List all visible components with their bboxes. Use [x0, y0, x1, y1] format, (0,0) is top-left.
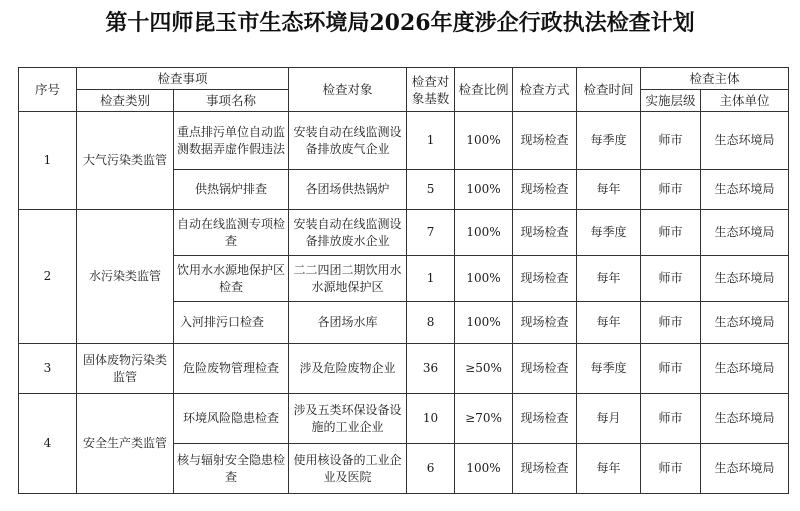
table-row [19, 344, 789, 394]
row-method: 现场检查 [513, 256, 577, 302]
row-unit: 生态环境局 [701, 344, 789, 394]
row-time: 每季度 [577, 112, 641, 170]
table-row [19, 394, 789, 444]
row-item-name: 核与辐射安全隐患检查 [174, 444, 289, 494]
row-item-name: 供热锅炉排查 [174, 170, 289, 210]
row-ratio: 100% [455, 444, 513, 494]
row-unit: 生态环境局 [701, 170, 789, 210]
row-target: 涉及五类环保设备设施的工业企业 [289, 394, 407, 444]
header-method: 检查方式 [513, 68, 577, 112]
header-subject: 检查主体 [641, 68, 789, 90]
row-ratio: 100% [455, 256, 513, 302]
row-base: 1 [407, 256, 455, 302]
row-base: 1 [407, 112, 455, 170]
row-method: 现场检查 [513, 112, 577, 170]
row-level: 师市 [641, 210, 701, 256]
row-level: 师市 [641, 302, 701, 344]
row-level: 师市 [641, 256, 701, 302]
row-unit: 生态环境局 [701, 112, 789, 170]
row-ratio: 100% [455, 170, 513, 210]
row-level: 师市 [641, 112, 701, 170]
row-seq: 4 [19, 394, 77, 494]
row-unit: 生态环境局 [701, 394, 789, 444]
row-level: 师市 [641, 344, 701, 394]
row-time: 每年 [577, 170, 641, 210]
row-target: 涉及危险废物企业 [289, 344, 407, 394]
row-seq: 2 [19, 210, 77, 344]
row-base: 7 [407, 210, 455, 256]
row-target: 安装自动在线监测设备排放废气企业 [289, 112, 407, 170]
header-seq: 序号 [19, 68, 77, 112]
row-item-name: 饮用水水源地保护区检查 [174, 256, 289, 302]
row-time: 每季度 [577, 344, 641, 394]
row-base: 6 [407, 444, 455, 494]
row-base: 5 [407, 170, 455, 210]
row-level: 师市 [641, 170, 701, 210]
row-target: 各团场水库 [289, 302, 407, 344]
row-ratio: ≥70% [455, 394, 513, 444]
row-method: 现场检查 [513, 170, 577, 210]
row-unit: 生态环境局 [701, 444, 789, 494]
row-method: 现场检查 [513, 210, 577, 256]
row-method: 现场检查 [513, 302, 577, 344]
row-time: 每年 [577, 302, 641, 344]
header-check-category: 检查类别 [77, 90, 174, 112]
row-seq: 3 [19, 344, 77, 394]
row-unit: 生态环境局 [701, 210, 789, 256]
header-ratio: 检查比例 [455, 68, 513, 112]
row-method: 现场检查 [513, 394, 577, 444]
header-time: 检查时间 [577, 68, 641, 112]
header-level: 实施层级 [641, 90, 701, 112]
row-item-name: 危险废物管理检查 [174, 344, 289, 394]
row-ratio: 100% [455, 302, 513, 344]
inspection-plan-table [18, 67, 789, 494]
header-item-name: 事项名称 [174, 90, 289, 112]
page-title: 第十四师昆玉市生态环境局2026年度涉企行政执法检查计划 [105, 10, 695, 36]
row-time: 每月 [577, 394, 641, 444]
row-base: 36 [407, 344, 455, 394]
row-item-name: 重点排污单位自动监测数据弄虚作假违法 [174, 112, 289, 170]
row-method: 现场检查 [513, 344, 577, 394]
row-time: 每年 [577, 444, 641, 494]
header-row-top [19, 68, 789, 90]
table-row [19, 210, 789, 256]
row-target: 二二四团二期饮用水水源地保护区 [289, 256, 407, 302]
row-item-name: 环境风险隐患检查 [174, 394, 289, 444]
row-level: 师市 [641, 394, 701, 444]
header-base-count: 检查对象基数 [407, 68, 455, 112]
header-check-item: 检查事项 [77, 68, 289, 90]
row-category: 安全生产类监管 [77, 394, 174, 494]
row-unit: 生态环境局 [701, 256, 789, 302]
header-unit: 主体单位 [701, 90, 789, 112]
row-item-name: 入河排污口检查 [174, 302, 289, 344]
table-row [19, 112, 789, 170]
row-time: 每季度 [577, 210, 641, 256]
row-target: 使用核设备的工业企业及医院 [289, 444, 407, 494]
row-seq: 1 [19, 112, 77, 210]
row-item-name: 自动在线监测专项检查 [174, 210, 289, 256]
row-base: 10 [407, 394, 455, 444]
row-category: 水污染类监管 [77, 210, 174, 344]
row-target: 各团场供热锅炉 [289, 170, 407, 210]
row-base: 8 [407, 302, 455, 344]
row-ratio: 100% [455, 112, 513, 170]
row-ratio: ≥50% [455, 344, 513, 394]
row-category: 固体废物污染类监管 [77, 344, 174, 394]
header-check-target: 检查对象 [289, 68, 407, 112]
row-unit: 生态环境局 [701, 302, 789, 344]
row-target: 安装自动在线监测设备排放废水企业 [289, 210, 407, 256]
row-ratio: 100% [455, 210, 513, 256]
row-method: 现场检查 [513, 444, 577, 494]
row-level: 师市 [641, 444, 701, 494]
row-time: 每年 [577, 256, 641, 302]
row-category: 大气污染类监管 [77, 112, 174, 210]
